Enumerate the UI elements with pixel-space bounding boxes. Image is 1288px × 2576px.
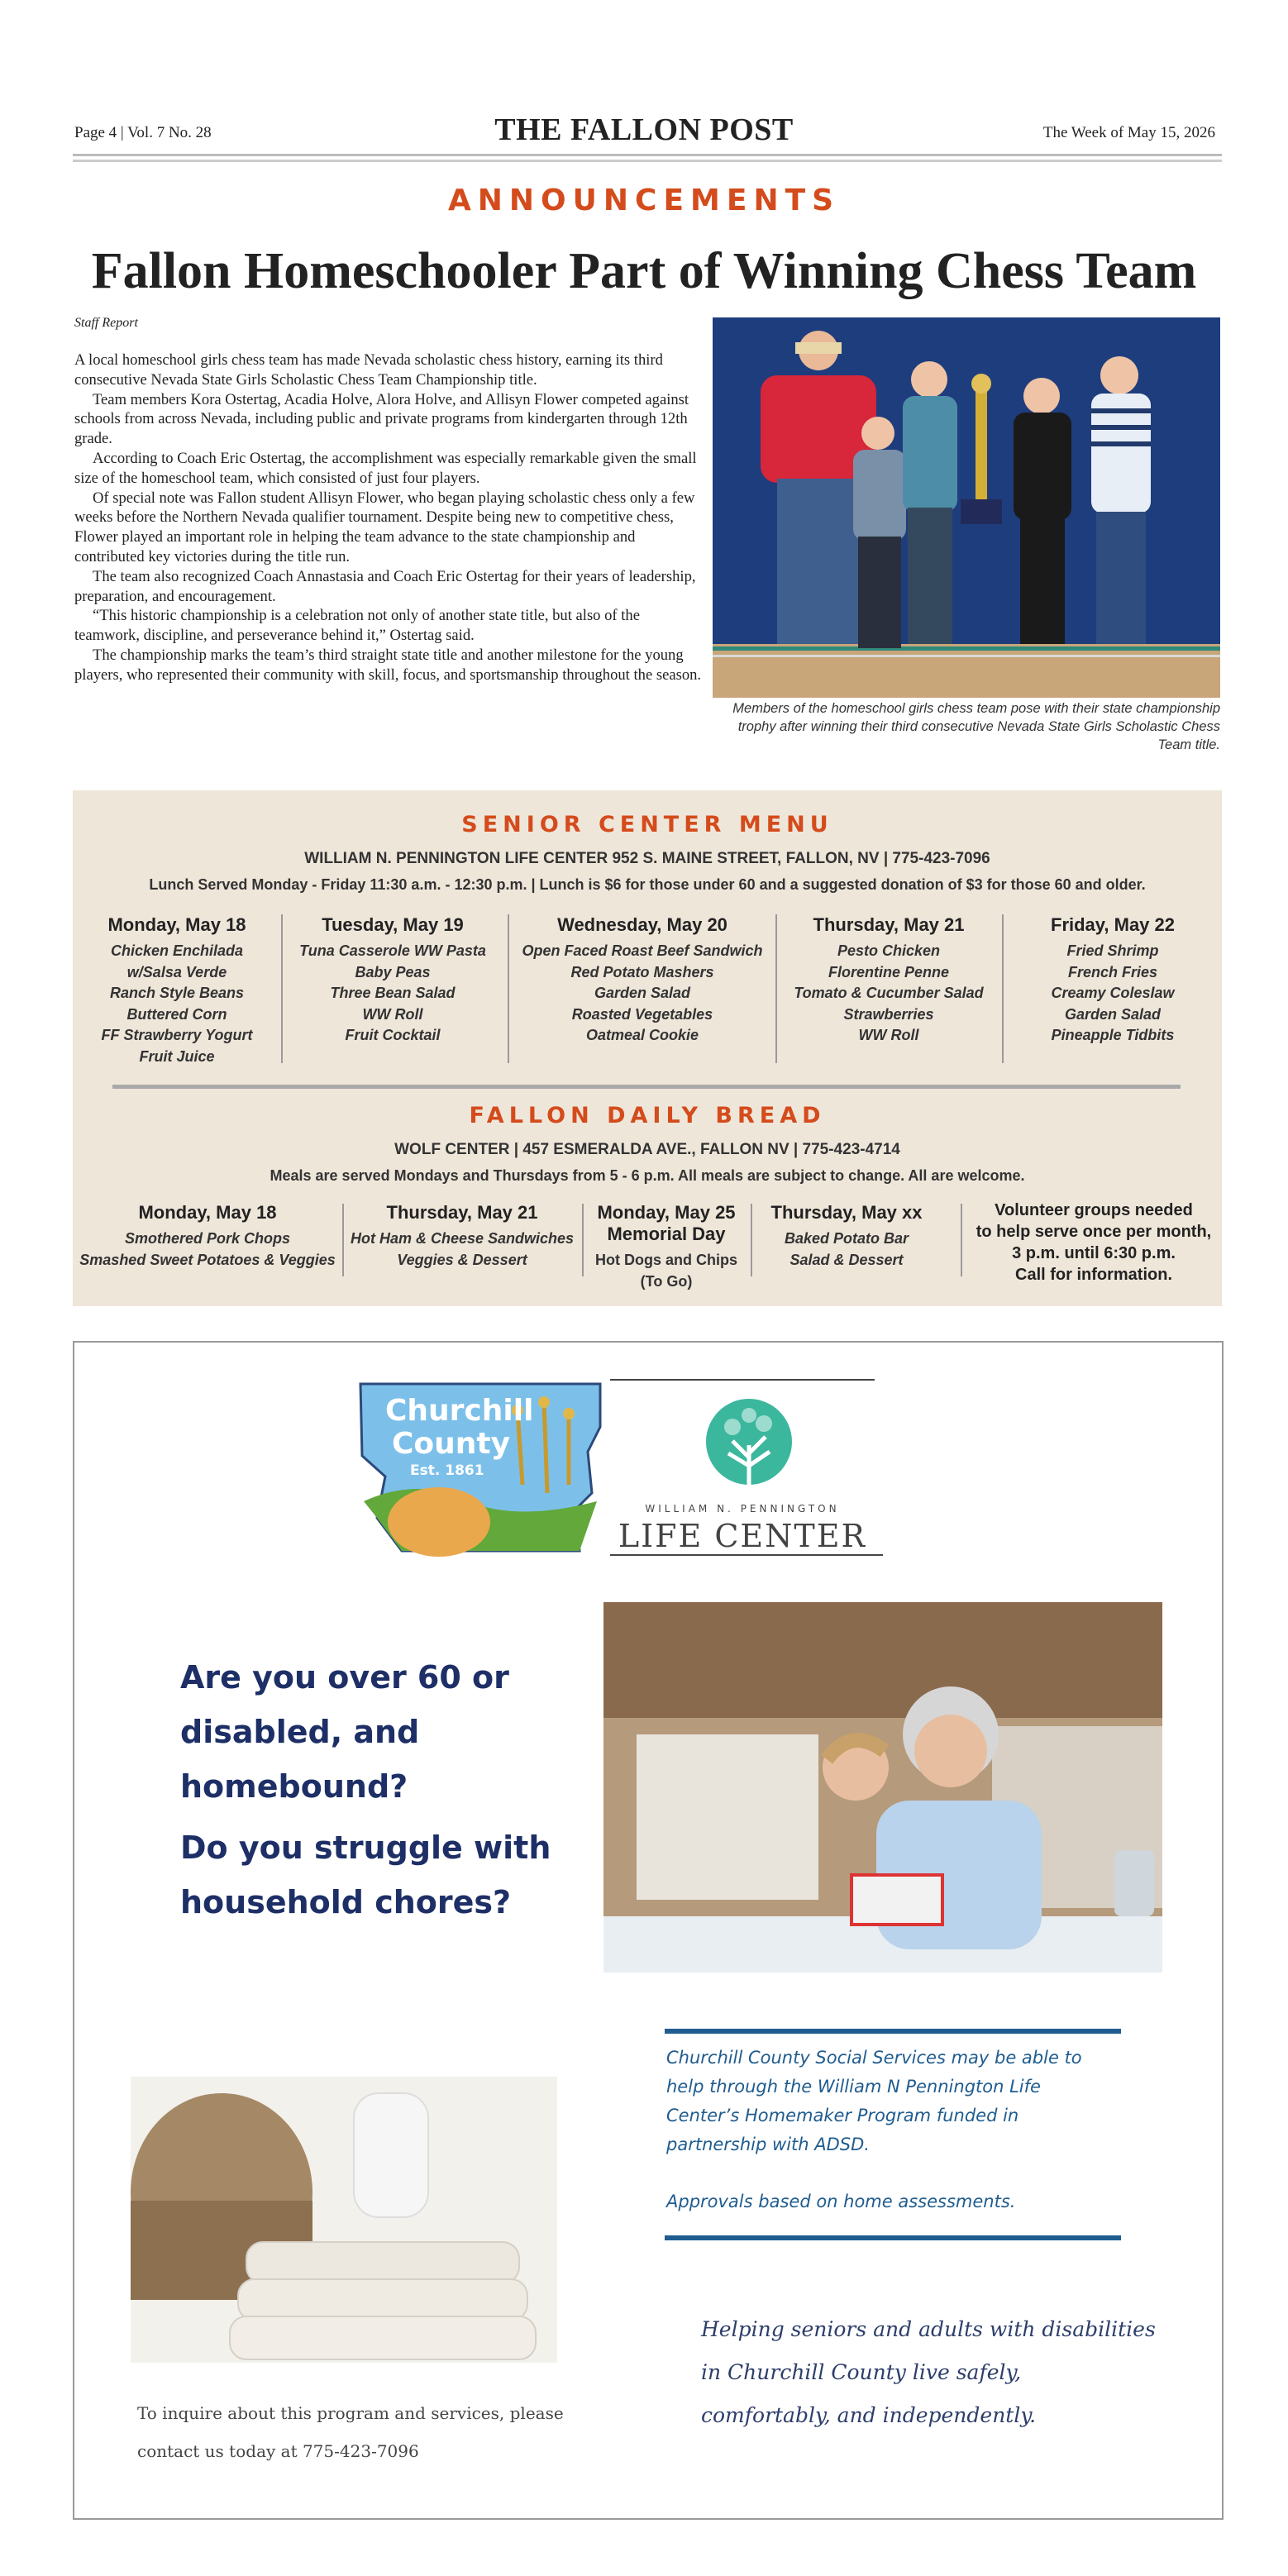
county-logo-line1: Churchill (385, 1394, 534, 1428)
menu-item: Tomato & Cucumber Salad (794, 985, 984, 1001)
issue-date: The Week of May 15, 2026 (1042, 124, 1215, 141)
menu-day-monday (73, 914, 281, 1067)
bread-day-memorial (584, 1202, 749, 1292)
menu-day-tuesday (283, 914, 503, 1047)
social-line: partnership with ADSD. (666, 2135, 870, 2154)
volunteer-note (974, 1200, 1214, 1286)
inquire-line: contact us today at 775-423-7096 (137, 2441, 419, 2461)
menu-item: Smashed Sweet Potatoes & Veggies (79, 1251, 336, 1268)
helping-line: comfortably, and independently. (701, 2403, 1037, 2427)
logo-rule (610, 1554, 883, 1556)
article-paragraph: “This historic championship is a celebration not only of another state title, but also of the teamwork, discipline, and perseverance behind it,” Ostertag said. (74, 607, 640, 645)
article-paragraph: Of special note was Fallon student Allisyn Flower, who began playing scholastic chess only a few weeks before the Northern Nevada qualifier tournament. Despite being new to competitive chess, Flower played an important role in helping the team advance to the state championship and contributed key victories during the title run. (74, 489, 695, 565)
ad-question-1 (180, 1650, 509, 1814)
photo-caption: Members of the homeschool girls chess team pose with their state championship trophy after winning their third consecutive Nevada State Girls Scholastic Chess Team title. (732, 701, 1220, 752)
masthead-rule (73, 160, 1222, 162)
menu-item: Salad & Dessert (789, 1251, 904, 1268)
masthead-rule (73, 154, 1222, 156)
menu-item: Pineapple Tidbits (1051, 1027, 1175, 1043)
volunteer-line: 3 p.m. until 6:30 p.m. (1012, 1244, 1176, 1262)
article-paragraph: A local homeschool girls chess team has made Nevada scholastic chess history, earning its third consecutive Nevada State Girls Scholastic Chess Team Championship title. (74, 351, 663, 389)
menu-item: Ranch Style Beans (109, 985, 245, 1001)
menu-item: w/Salsa Verde (126, 963, 227, 980)
menu-item: WW Roll (362, 1005, 423, 1023)
blue-divider (665, 2029, 1121, 2034)
menu-item: Garden Salad (594, 985, 691, 1001)
holiday-label: Memorial Day (607, 1224, 726, 1244)
menu-item: Chicken Enchilada (110, 942, 244, 959)
bread-day-monday (73, 1202, 342, 1271)
approvals-line: Approvals based on home assessments. (666, 2192, 1016, 2211)
bread-day-thursday-xx (752, 1202, 941, 1271)
menu-item: Hot Dogs and Chips (To Go) (595, 1252, 737, 1290)
article-paragraph: The championship marks the team’s third straight state title and another milestone for the young players, who represented their community with skill, focus, and sportsmanship throughout the season. (74, 646, 702, 684)
inquire-line: To inquire about this program and services, please (137, 2403, 564, 2423)
question-line: household chores? (180, 1884, 512, 1920)
menu-item: Three Bean Salad (330, 985, 456, 1001)
question-line: homebound? (180, 1768, 408, 1805)
menu-item: Strawberries (843, 1005, 934, 1023)
bread-day-thursday (344, 1202, 580, 1271)
article-paragraph: According to Coach Eric Ostertag, the accomplishment was especially remarkable given the small size of the homeschool team, which consisted of just four players. (74, 449, 697, 487)
page-number: Page 4 | Vol. 7 No. 28 (74, 124, 212, 141)
logo-rule (610, 1379, 875, 1381)
volunteer-line: Volunteer groups needed (995, 1201, 1193, 1219)
volunteer-line: to help serve once per month, (976, 1223, 1212, 1241)
life-center-logo (577, 1379, 883, 1561)
menu-day-thursday (777, 914, 1000, 1047)
menu-item: Baked Potato Bar (784, 1230, 909, 1247)
menu-day-heading: Friday, May 22 (1051, 914, 1175, 935)
menu-item: Hot Ham & Cheese Sandwiches (350, 1230, 575, 1247)
blue-divider (665, 2235, 1121, 2240)
menu-item: Fried Shrimp (1066, 942, 1159, 959)
menu-day-heading: Monday, May 25 (597, 1202, 736, 1223)
county-logo-line2: County (392, 1427, 511, 1461)
menu-item: Creamy Coleslaw (1051, 985, 1175, 1001)
social-services-text (666, 2044, 1129, 2216)
menu-day-wednesday (509, 914, 775, 1047)
menu-day-friday (1004, 914, 1222, 1047)
county-logo-est: Est. 1861 (410, 1462, 484, 1479)
menu-item: FF Strawberry Yogurt (101, 1027, 253, 1043)
senior-menu-title: SENIOR CENTER MENU (461, 812, 833, 837)
social-line: Churchill County Social Services may be able to (666, 2048, 1082, 2068)
menu-panel (73, 790, 1222, 1306)
article-paragraph: The team also recognized Coach Annastasia and Coach Eric Ostertag for their years of leadership, preparation, and encouragement. (74, 567, 696, 605)
menu-day-heading: Thursday, May xx (770, 1202, 923, 1223)
menu-item: Roasted Vegetables (571, 1005, 713, 1023)
menu-day-heading: Tuesday, May 19 (322, 914, 464, 935)
menu-section-rule (112, 1085, 1181, 1089)
question-line: Are you over 60 or (180, 1659, 509, 1696)
menu-day-heading: Wednesday, May 20 (557, 914, 727, 935)
menu-item: Baby Peas (355, 963, 431, 980)
folded-towels-photo (131, 2077, 557, 2363)
social-line: Center’s Homemaker Program funded in (666, 2106, 1019, 2125)
volunteer-line: Call for information. (1015, 1266, 1172, 1284)
article-byline: Staff Report (74, 316, 138, 330)
life-center-small: WILLIAM N. PENNINGTON (645, 1503, 840, 1515)
article-headline: Fallon Homeschooler Part of Winning Chess Team (91, 243, 1197, 299)
grandmother-hug-photo (603, 1602, 1162, 1973)
newspaper-title: THE FALLON POST (494, 112, 794, 147)
article-paragraph: Team members Kora Ostertag, Acadia Holve, Alora Holve, and Allisyn Flower competed against schools from across Nevada, including public and private programs from kindergarten through 12th grade. (74, 390, 689, 448)
ad-question-2 (180, 1820, 551, 1930)
section-label: ANNOUNCEMENTS (447, 184, 841, 217)
menu-item: Pesto Chicken (837, 942, 941, 959)
social-line: help through the William N Pennington Life (666, 2077, 1041, 2097)
homemaker-ad (73, 1341, 1224, 2520)
menu-day-heading: Thursday, May 21 (813, 914, 965, 935)
menu-day-heading: Thursday, May 21 (386, 1202, 538, 1223)
menu-item: Buttered Corn (126, 1005, 227, 1023)
daily-bread-address: WOLF CENTER | 457 ESMERALDA AVE., FALLON NV | 775-423-4714 (394, 1141, 900, 1158)
daily-bread-note: Meals are served Mondays and Thursdays from 5 - 6 p.m. All meals are subject to change. All are welcome. (270, 1167, 1025, 1184)
senior-menu-address: WILLIAM N. PENNINGTON LIFE CENTER 952 S. MAINE STREET, FALLON, NV | 775-423-7096 (304, 850, 990, 867)
life-center-name: LIFE CENTER (618, 1518, 867, 1554)
tree-icon (699, 1395, 799, 1499)
menu-item: Smothered Pork Chops (124, 1230, 291, 1247)
menu-item: Fruit Cocktail (345, 1027, 441, 1043)
senior-menu-note: Lunch Served Monday - Friday 11:30 a.m. - 12:30 p.m. | Lunch is $6 for those under 60 and a suggested donation of $3 for those 60 and older. (149, 876, 1146, 893)
menu-item: Florentine Penne (828, 963, 950, 980)
daily-bread-title: FALLON DAILY BREAD (469, 1103, 826, 1128)
chess-team-photo (713, 317, 1220, 698)
article-body (74, 351, 703, 685)
menu-day-heading: Monday, May 18 (138, 1202, 277, 1223)
menu-item: WW Roll (858, 1027, 919, 1043)
menu-item: Open Faced Roast Beef Sandwich (522, 942, 763, 959)
helping-statement (701, 2308, 1197, 2437)
menu-item: Veggies & Dessert (397, 1251, 527, 1268)
column-divider (961, 1204, 962, 1276)
inquire-text (137, 2394, 600, 2470)
menu-item: Red Potato Mashers (570, 963, 714, 980)
churchill-county-logo (352, 1377, 608, 1559)
helping-line: Helping seniors and adults with disabilities (701, 2317, 1156, 2341)
menu-day-heading: Monday, May 18 (107, 914, 246, 935)
menu-item: Oatmeal Cookie (585, 1027, 699, 1043)
menu-item: Garden Salad (1064, 1005, 1162, 1023)
question-line: disabled, and (180, 1714, 420, 1750)
menu-item: French Fries (1067, 963, 1158, 980)
menu-item: Tuna Casserole WW Pasta (299, 942, 486, 959)
question-line: Do you struggle with (180, 1829, 551, 1866)
menu-item: Fruit Juice (139, 1047, 215, 1065)
helping-line: in Churchill County live safely, (701, 2360, 1022, 2384)
